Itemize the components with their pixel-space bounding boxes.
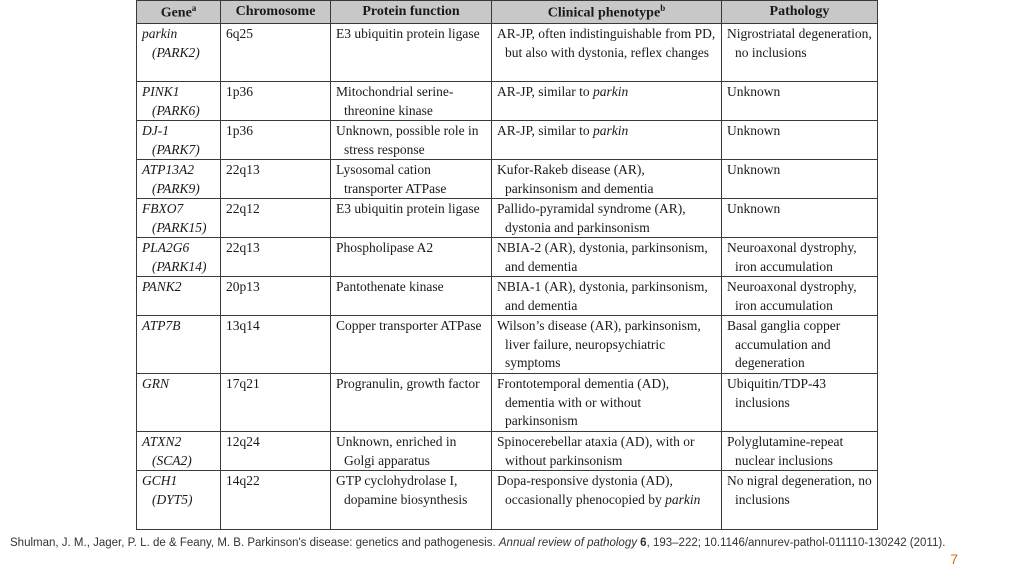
cell-protein-function [331, 24, 492, 82]
cell-protein-function-text: Lysosomal cation transporter ATPase [336, 162, 447, 196]
cell-gene [137, 121, 221, 160]
cell-chromosome [221, 82, 331, 121]
cell-chromosome [221, 121, 331, 160]
cell-pathology [722, 24, 878, 82]
cell-chromosome-text: 14q22 [226, 473, 260, 488]
cell-protein-function [331, 316, 492, 374]
page-number: 7 [950, 551, 958, 567]
cell-pathology-text: Neuroaxonal dystrophy, iron accumulation [727, 240, 857, 274]
cell-protein-function-text: Unknown, possible role in stress response [336, 123, 479, 157]
cell-chromosome [221, 316, 331, 374]
gene-name: GRN [142, 376, 169, 391]
gene-alias: (PARK15) [152, 219, 207, 235]
cell-gene [137, 277, 221, 316]
header-chromosome: Chromosome [221, 1, 331, 24]
table-row [137, 121, 878, 160]
cell-gene [137, 471, 221, 530]
cell-protein-function [331, 238, 492, 277]
table-row [137, 316, 878, 374]
gene-name: GCH1 [142, 473, 178, 488]
gene-table [136, 0, 878, 530]
citation-journal: Annual review of pathology [498, 537, 637, 549]
cell-chromosome [221, 238, 331, 277]
cell-clinical-phenotype [492, 238, 722, 277]
cell-chromosome [221, 24, 331, 82]
cell-protein-function-text: Mitochondrial serine-threonine kinase [336, 84, 454, 118]
cell-pathology-text: Unknown [727, 84, 781, 99]
cell-pathology-text: Basal ganglia copper accumulation and degeneration [727, 318, 841, 370]
gene-reference: parkin [665, 491, 701, 507]
cell-protein-function [331, 374, 492, 432]
gene-name: parkin [142, 26, 178, 41]
cell-clinical-phenotype-text: AR-JP, similar to parkin [497, 123, 629, 138]
cell-protein-function-text: Unknown, enriched in Golgi apparatus [336, 434, 457, 468]
gene-name: PLA2G6 [142, 240, 190, 255]
table-row [137, 277, 878, 316]
cell-clinical-phenotype [492, 160, 722, 199]
cell-protein-function [331, 432, 492, 471]
cell-clinical-phenotype [492, 121, 722, 160]
cell-protein-function [331, 160, 492, 199]
cell-chromosome-text: 13q14 [226, 318, 260, 333]
cell-pathology-text: Ubiquitin/TDP-43 inclusions [727, 376, 827, 410]
cell-gene [137, 160, 221, 199]
cell-pathology [722, 432, 878, 471]
gene-name: ATXN2 [142, 434, 182, 449]
cell-protein-function [331, 277, 492, 316]
cell-pathology-text: Unknown [727, 123, 781, 138]
cell-pathology [722, 471, 878, 530]
cell-clinical-phenotype [492, 277, 722, 316]
cell-protein-function-text: Pantothenate kinase [336, 279, 444, 294]
cell-clinical-phenotype [492, 374, 722, 432]
cell-chromosome [221, 160, 331, 199]
gene-alias: (PARK7) [152, 141, 200, 157]
table-row [137, 160, 878, 199]
cell-pathology-text: Neuroaxonal dystrophy, iron accumulation [727, 279, 857, 313]
table-row [137, 432, 878, 471]
cell-gene [137, 238, 221, 277]
cell-pathology [722, 374, 878, 432]
cell-clinical-phenotype [492, 82, 722, 121]
cell-protein-function-text: GTP cyclohydrolase I, dopamine biosynthesis [336, 473, 468, 507]
gene-name: DJ-1 [142, 123, 169, 138]
cell-pathology-text: Unknown [727, 201, 781, 216]
cell-pathology [722, 160, 878, 199]
gene-name: ATP7B [142, 318, 181, 333]
citation-authors: Shulman, J. M., Jager, P. L. de & Feany, M. B. Parkinson's disease: genetics and pathogenesis. [10, 537, 499, 549]
cell-chromosome-text: 1p36 [226, 123, 253, 138]
cell-clinical-phenotype [492, 316, 722, 374]
table-row [137, 82, 878, 121]
table-row [137, 199, 878, 238]
cell-pathology [722, 199, 878, 238]
table-header-row [137, 1, 878, 24]
gene-name: ATP13A2 [142, 162, 194, 177]
cell-clinical-phenotype-text: AR-JP, similar to parkin [497, 84, 629, 99]
gene-alias: (PARK2) [152, 44, 200, 60]
citation-rest: , 193–222; 10.1146/annurev-pathol-011110-130242 (2011). [646, 537, 946, 549]
cell-pathology-text: Polyglutamine-repeat nuclear inclusions [727, 434, 844, 468]
header-gene: Gene$^a$ [137, 1, 221, 24]
cell-protein-function-text: E3 ubiquitin protein ligase [336, 201, 480, 216]
cell-chromosome-text: 22q12 [226, 201, 260, 216]
cell-pathology-text: Unknown [727, 162, 781, 177]
gene-reference: parkin [593, 123, 629, 138]
cell-protein-function [331, 121, 492, 160]
cell-clinical-phenotype [492, 24, 722, 82]
cell-gene [137, 24, 221, 82]
table-row [137, 374, 878, 432]
cell-gene [137, 374, 221, 432]
cell-pathology [722, 316, 878, 374]
cell-gene [137, 199, 221, 238]
gene-alias: (SCA2) [152, 452, 192, 468]
cell-clinical-phenotype-text: Pallido-pyramidal syndrome (AR), dystonia and parkinsonism [497, 201, 686, 235]
gene-name: PANK2 [142, 279, 182, 294]
citation-footer [10, 535, 950, 551]
table-row [137, 471, 878, 530]
gene-table-container [136, 0, 877, 526]
cell-chromosome [221, 199, 331, 238]
header-clinical-phenotype: Clinical phenotype$^b$ [492, 1, 722, 24]
cell-clinical-phenotype-text: AR-JP, often indistinguishable from PD, but also with dystonia, reflex changes [497, 26, 716, 60]
cell-clinical-phenotype-text: Frontotemporal dementia (AD), dementia with or without parkinsonism [497, 376, 670, 428]
table-row [137, 24, 878, 82]
cell-chromosome-text: 22q13 [226, 240, 260, 255]
cell-chromosome [221, 374, 331, 432]
cell-chromosome [221, 432, 331, 471]
cell-pathology-text: Nigrostriatal degeneration, no inclusions [727, 26, 872, 60]
cell-gene [137, 82, 221, 121]
gene-alias: (PARK14) [152, 258, 207, 274]
gene-reference: parkin [593, 84, 629, 99]
gene-alias: (DYT5) [152, 491, 193, 507]
cell-pathology [722, 277, 878, 316]
cell-clinical-phenotype-text: Dopa-responsive dystonia (AD), occasionally phenocopied by parkin [497, 473, 701, 507]
gene-name: PINK1 [142, 84, 180, 99]
cell-pathology [722, 121, 878, 160]
cell-clinical-phenotype [492, 432, 722, 471]
cell-chromosome-text: 6q25 [226, 26, 253, 41]
cell-chromosome-text: 17q21 [226, 376, 260, 391]
cell-pathology [722, 82, 878, 121]
cell-chromosome-text: 1p36 [226, 84, 253, 99]
cell-pathology-text: No nigral degeneration, no inclusions [727, 473, 872, 507]
cell-clinical-phenotype-text: Kufor-Rakeb disease (AR), parkinsonism and dementia [497, 162, 654, 196]
cell-clinical-phenotype [492, 471, 722, 530]
cell-protein-function-text: Phospholipase A2 [336, 240, 434, 255]
cell-chromosome [221, 277, 331, 316]
header-pathology: Pathology [722, 1, 878, 24]
cell-protein-function [331, 471, 492, 530]
cell-protein-function-text: Progranulin, growth factor [336, 376, 480, 391]
table-row [137, 238, 878, 277]
cell-protein-function [331, 199, 492, 238]
gene-alias: (PARK9) [152, 180, 200, 196]
cell-protein-function-text: E3 ubiquitin protein ligase [336, 26, 480, 41]
cell-chromosome [221, 471, 331, 530]
cell-chromosome-text: 12q24 [226, 434, 260, 449]
citation-volume: 6 [640, 537, 647, 549]
header-protein-function: Protein function [331, 1, 492, 24]
cell-chromosome-text: 20p13 [226, 279, 260, 294]
cell-clinical-phenotype [492, 199, 722, 238]
cell-clinical-phenotype-text: NBIA-1 (AR), dystonia, parkinsonism, and dementia [497, 279, 708, 313]
cell-clinical-phenotype-text: Wilson’s disease (AR), parkinsonism, liver failure, neuropsychiatric symptoms [497, 318, 701, 370]
cell-chromosome-text: 22q13 [226, 162, 260, 177]
cell-gene [137, 316, 221, 374]
gene-alias: (PARK6) [152, 102, 200, 118]
cell-protein-function [331, 82, 492, 121]
cell-clinical-phenotype-text: NBIA-2 (AR), dystonia, parkinsonism, and dementia [497, 240, 708, 274]
cell-pathology [722, 238, 878, 277]
gene-name: FBXO7 [142, 201, 184, 216]
cell-protein-function-text: Copper transporter ATPase [336, 318, 482, 333]
cell-gene [137, 432, 221, 471]
cell-clinical-phenotype-text: Spinocerebellar ataxia (AD), with or without parkinsonism [497, 434, 695, 468]
